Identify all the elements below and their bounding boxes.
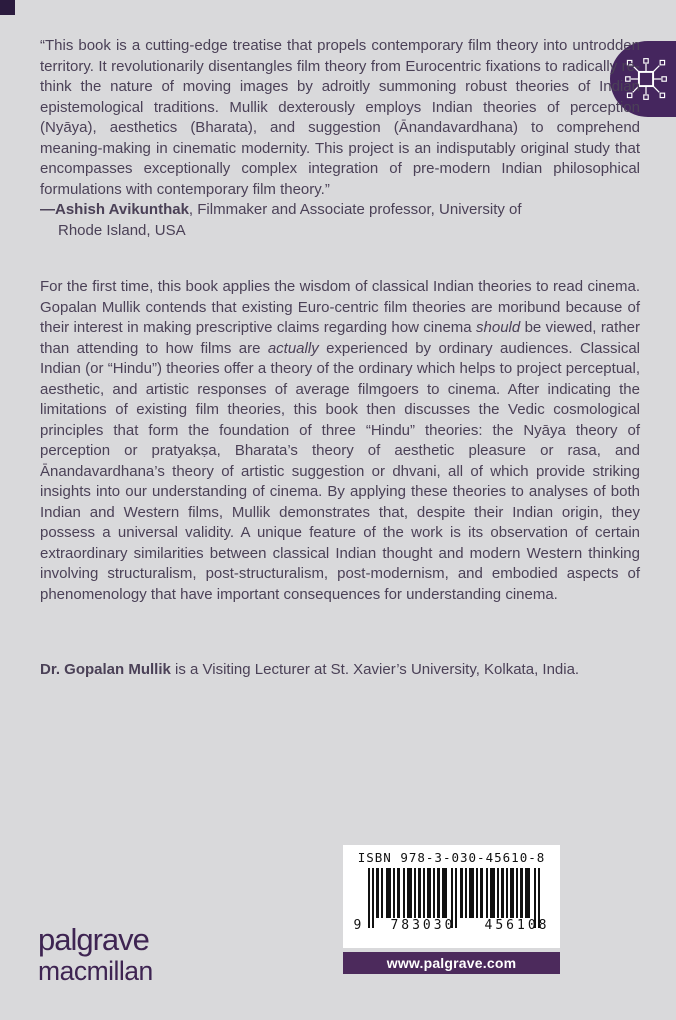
endorser-name: —Ashish Avikunthak (40, 201, 189, 218)
barcode-digit-group: 456108 (484, 918, 550, 933)
quote-attribution (40, 200, 640, 241)
endorser-affiliation: Rhode Island, USA (58, 221, 186, 239)
barcode-digits (354, 918, 550, 933)
barcode-digit-group: 783030 (390, 918, 456, 933)
barcode-box (343, 845, 560, 948)
endorsement-block (40, 36, 640, 241)
synopsis-segment: experienced by ordinary audiences. Classical Indian (or “Hindu”) theories offer a theory of the ordinary which helps to project perceptual, aesthetic, and artistic responses of average filmgoers to cinema. After indicating the limitations of existing film theories, this book then discusses the Vedic cosmological principles that form the foundation of three “Hindu” theories: the Nyāya theory of perception or pratyakṣa, Bharata’s theory of aesthetic pleasure or rasa, and Ānandavardhana’s theory of artistic suggestion or dhvani, all of which provide striking insights into our understanding of cinema. By applying these theories to analyses of both Indian and Western films, Mullik demonstrates that, despite their Indian origin, they possess a universal validity. A unique feature of the work is its observation of certain extraordinary similarities between classical Indian thought and modern Western thinking involving structuralism, post-structuralism, post-modernism, and embodied aspects of phenomenology that have important consequences for understanding cinema. (40, 339, 640, 603)
barcode-panel (343, 845, 560, 974)
barcode-digit-lead: 9 (353, 918, 362, 933)
synopsis-segment: be viewed, rather than attending to how films are (40, 319, 641, 357)
author-bio-line (40, 660, 640, 681)
endorser-title: , Filmmaker and Associate professor, University of (188, 201, 522, 218)
corner-mark (0, 0, 15, 15)
synopsis-segment: For the first time, this book applies the wisdom of classical Indian theories to read cinema. Gopalan Mullik contends that existing Euro-centric film theories are moribund because of their interest in making prescriptive claims regarding how cinema (40, 278, 640, 336)
publisher-wordmark (38, 924, 153, 985)
author-name: Dr. Gopalan Mullik (40, 661, 171, 678)
publisher-website-bar: www.palgrave.com (343, 952, 560, 974)
synopsis-paragraph (40, 277, 640, 605)
palgrave-wordmark: palgrave (38, 922, 149, 957)
synopsis-italic-term: should (476, 319, 521, 336)
synopsis-italic-term: actually (267, 339, 319, 357)
author-bio-text: is a Visiting Lecturer at St. Xavier’s University, Kolkata, India. (170, 661, 580, 678)
isbn-label: ISBN 978-3-030-45610-8 (357, 850, 546, 865)
macmillan-wordmark: macmillan (38, 956, 153, 986)
endorsement-quote: “This book is a cutting-edge treatise that propels contemporary film theory into untrodden territory. It revolutionarily disentangles film theory from Eurocentric fixations to radically re-think the nature of moving images by adroitly summoning robust theories of Indian epistemological traditions. Mullik dexterously employs Indian theories of perception (Nyāya), aesthetics (Bharata), and suggestion (Ānandavardhana) to comprehend meaning-making in cinematic modernity. This project is an indisputably original study that encompasses exceptionally complex integration of pre-modern Indian philosophical formulations with contemporary film theory.” (40, 37, 640, 198)
